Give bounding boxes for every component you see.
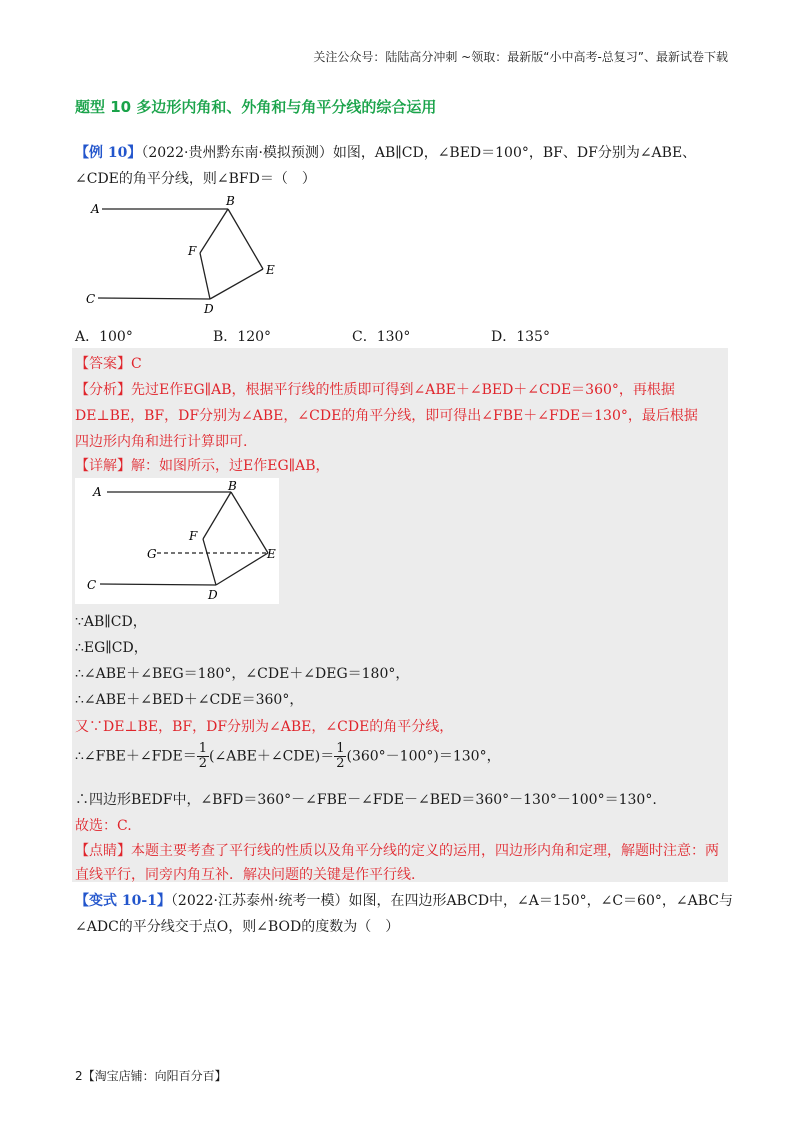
step-2: ∴EG∥CD， [75, 640, 148, 656]
frac-num-2: 1 [336, 741, 345, 756]
comment-line-1 [75, 840, 730, 860]
fig1-label-a: A [91, 202, 100, 216]
option-b: B．120° [213, 329, 272, 345]
frac-num-1: 1 [198, 741, 208, 756]
answer-value: C [131, 356, 142, 372]
detail-line [75, 455, 730, 475]
fraction-half-1 [197, 742, 209, 771]
choice-line: 故选：C. [75, 818, 132, 834]
analysis-line-1 [75, 379, 730, 399]
fig2-label-d: D [208, 588, 218, 602]
step-fraction [75, 742, 730, 771]
frac-suffix: (360°－100°)＝130°， [346, 748, 501, 765]
frac-den-2: 2 [336, 756, 345, 771]
variant-tag: 【变式 10-1】 [75, 893, 171, 909]
step-final: ∴四边形BEDF中，∠BFD＝360°－∠FBE－∠FDE－∠BED＝360°－130°－100°＝130°. [75, 792, 657, 808]
step-5: 又∵DE⊥BE，BF，DF分别为∠ABE，∠CDE的角平分线， [75, 719, 454, 735]
option-a: A．100° [75, 329, 133, 345]
frac-mid: (∠ABE＋∠CDE)＝ [209, 748, 335, 765]
step-4: ∴∠ABE＋∠BED＋∠CDE＝360°， [75, 692, 304, 708]
example-line-2: ∠CDE的角平分线，则∠BFD＝（ ） [75, 171, 316, 187]
answer-line [75, 353, 730, 373]
fraction-half-2 [334, 742, 346, 771]
fig2-label-f: F [189, 529, 198, 543]
fig1-line-ed [210, 269, 263, 299]
variant-line-1 [75, 890, 733, 910]
answer-tag: 【答案】 [75, 356, 131, 372]
fig1-line-be [228, 209, 263, 269]
fig1-line-bf [200, 209, 228, 253]
fig1-line-fd [200, 253, 210, 299]
analysis-text-1: 先过E作EG∥AB，根据平行线的性质即可得到∠ABE＋∠BED＋∠CDE＝360°，再根据 [131, 382, 675, 398]
fig2-label-a: A [93, 485, 102, 499]
fig2-label-b: B [228, 479, 237, 493]
fig1-label-b: B [226, 194, 235, 208]
analysis-line-2: DE⊥BE，BF，DF分别为∠ABE，∠CDE的角平分线，即可得出∠FBE＋∠FDE＝130°，最后根据 [75, 408, 698, 424]
example-line-1 [75, 142, 730, 162]
analysis-line-3: 四边形内角和进行计算即可. [75, 434, 248, 450]
detail-intro: 解：如图所示，过E作EG∥AB， [131, 458, 330, 474]
variant-line-2: ∠ADC的平分线交于点O，则∠BOD的度数为（ ） [75, 919, 400, 935]
fig1-line-cd [98, 298, 210, 299]
page-footer: 2【淘宝店铺：向阳百分百】 [75, 1069, 227, 1083]
example-text-1: （2022·贵州黔东南·模拟预测）如图，AB∥CD，∠BED＝100°，BF、DF分别为∠ABE、 [141, 145, 697, 161]
analysis-tag: 【分析】 [75, 382, 131, 398]
fig1-label-f: F [188, 244, 197, 258]
frac-den-1: 2 [198, 756, 208, 771]
comment-line-2: 直线平行，同旁内角互补．解决问题的关键是作平行线. [75, 867, 416, 883]
comment-tag: 【点睛】 [75, 843, 131, 859]
comment-text-1: 本题主要考查了平行线的性质以及角平分线的定义的运用，四边形内角和定理，解题时注意：两 [131, 843, 719, 859]
frac-prefix: ∴∠FBE＋∠FDE＝ [75, 748, 197, 765]
step-3: ∴∠ABE＋∠BEG＝180°，∠CDE＋∠DEG＝180°， [75, 666, 410, 682]
figure-2 [75, 478, 279, 604]
fig1-label-c: C [86, 292, 96, 306]
step-1: ∵AB∥CD， [75, 614, 147, 630]
option-c: C．130° [352, 329, 411, 345]
fig2-label-e: E [267, 547, 276, 561]
page-header: 关注公众号：陆陆高分冲刺 ~领取：最新版“小中高考-总复习”、最新试卷下载 [313, 50, 728, 64]
figure-1 [80, 192, 290, 317]
option-d: D．135° [491, 329, 550, 345]
fig1-label-d: D [204, 302, 214, 316]
section-title: 题型 10 多边形内角和、外角和与角平分线的综合运用 [75, 98, 437, 116]
variant-text-1: （2022·江苏泰州·统考一模）如图，在四边形ABCD中，∠A＝150°，∠C＝60°，∠ABC与 [170, 893, 733, 909]
detail-tag: 【详解】 [75, 458, 131, 474]
fig2-label-c: C [87, 578, 97, 592]
fig2-label-g: G [147, 547, 157, 561]
fig1-label-e: E [266, 263, 275, 277]
example-tag: 【例 10】 [75, 145, 142, 161]
